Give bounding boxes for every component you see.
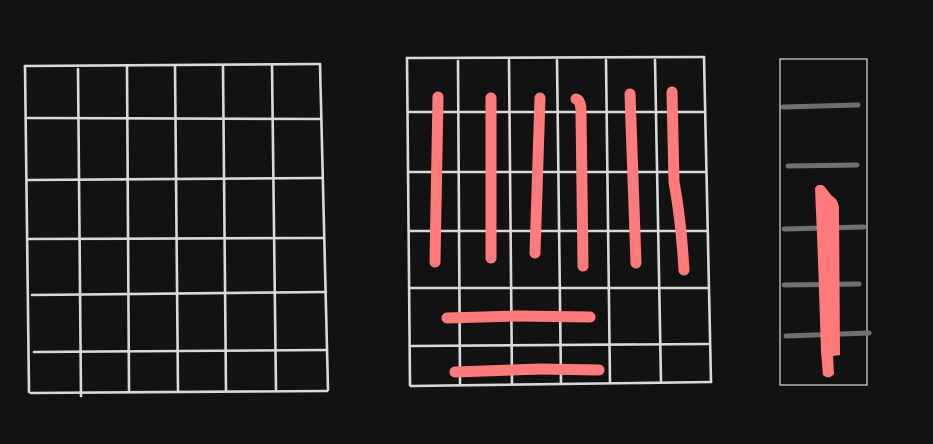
grid-1-vline [272,66,276,391]
grid-2-vline [655,60,661,382]
grid-1-vline [127,67,129,390]
red-vertical-highlight [576,99,583,266]
grid-1-border-right [320,64,328,390]
empty-grid [25,64,328,396]
grid-2-vline [557,60,561,383]
red-vertical-highlight [435,97,438,262]
strip-gray-mark [788,165,857,166]
red-horizontal-highlight [455,369,599,372]
red-vertical-highlight [630,94,636,263]
grid-1-hline [28,178,322,180]
grid-2-border-top [407,57,704,58]
red-vertical-highlight [535,98,540,253]
grid-1-border-left [25,66,29,392]
grid-1-border-top [25,64,320,66]
grid-1-hline [34,350,327,352]
grid-2-border-right [704,57,711,382]
grid-1-hline [29,238,323,239]
grid-1-vline [223,67,226,391]
red-vertical-highlight [672,92,684,270]
red-scrollbar-thumb [815,185,840,377]
grid-2-vline [458,61,460,384]
red-horizontal-highlight [447,316,590,318]
grid-1-vline [175,67,178,391]
grid-1-hline [28,118,321,119]
grid-2-border-left [407,58,410,385]
strip-gray-mark [783,105,858,107]
grid-1-hline [32,292,326,295]
grid-2-vline [606,60,610,383]
strip-scrollbar [780,59,869,385]
grid-2-vline [509,60,512,383]
highlighted-grid [407,57,711,386]
grid-2-hline [411,344,708,346]
